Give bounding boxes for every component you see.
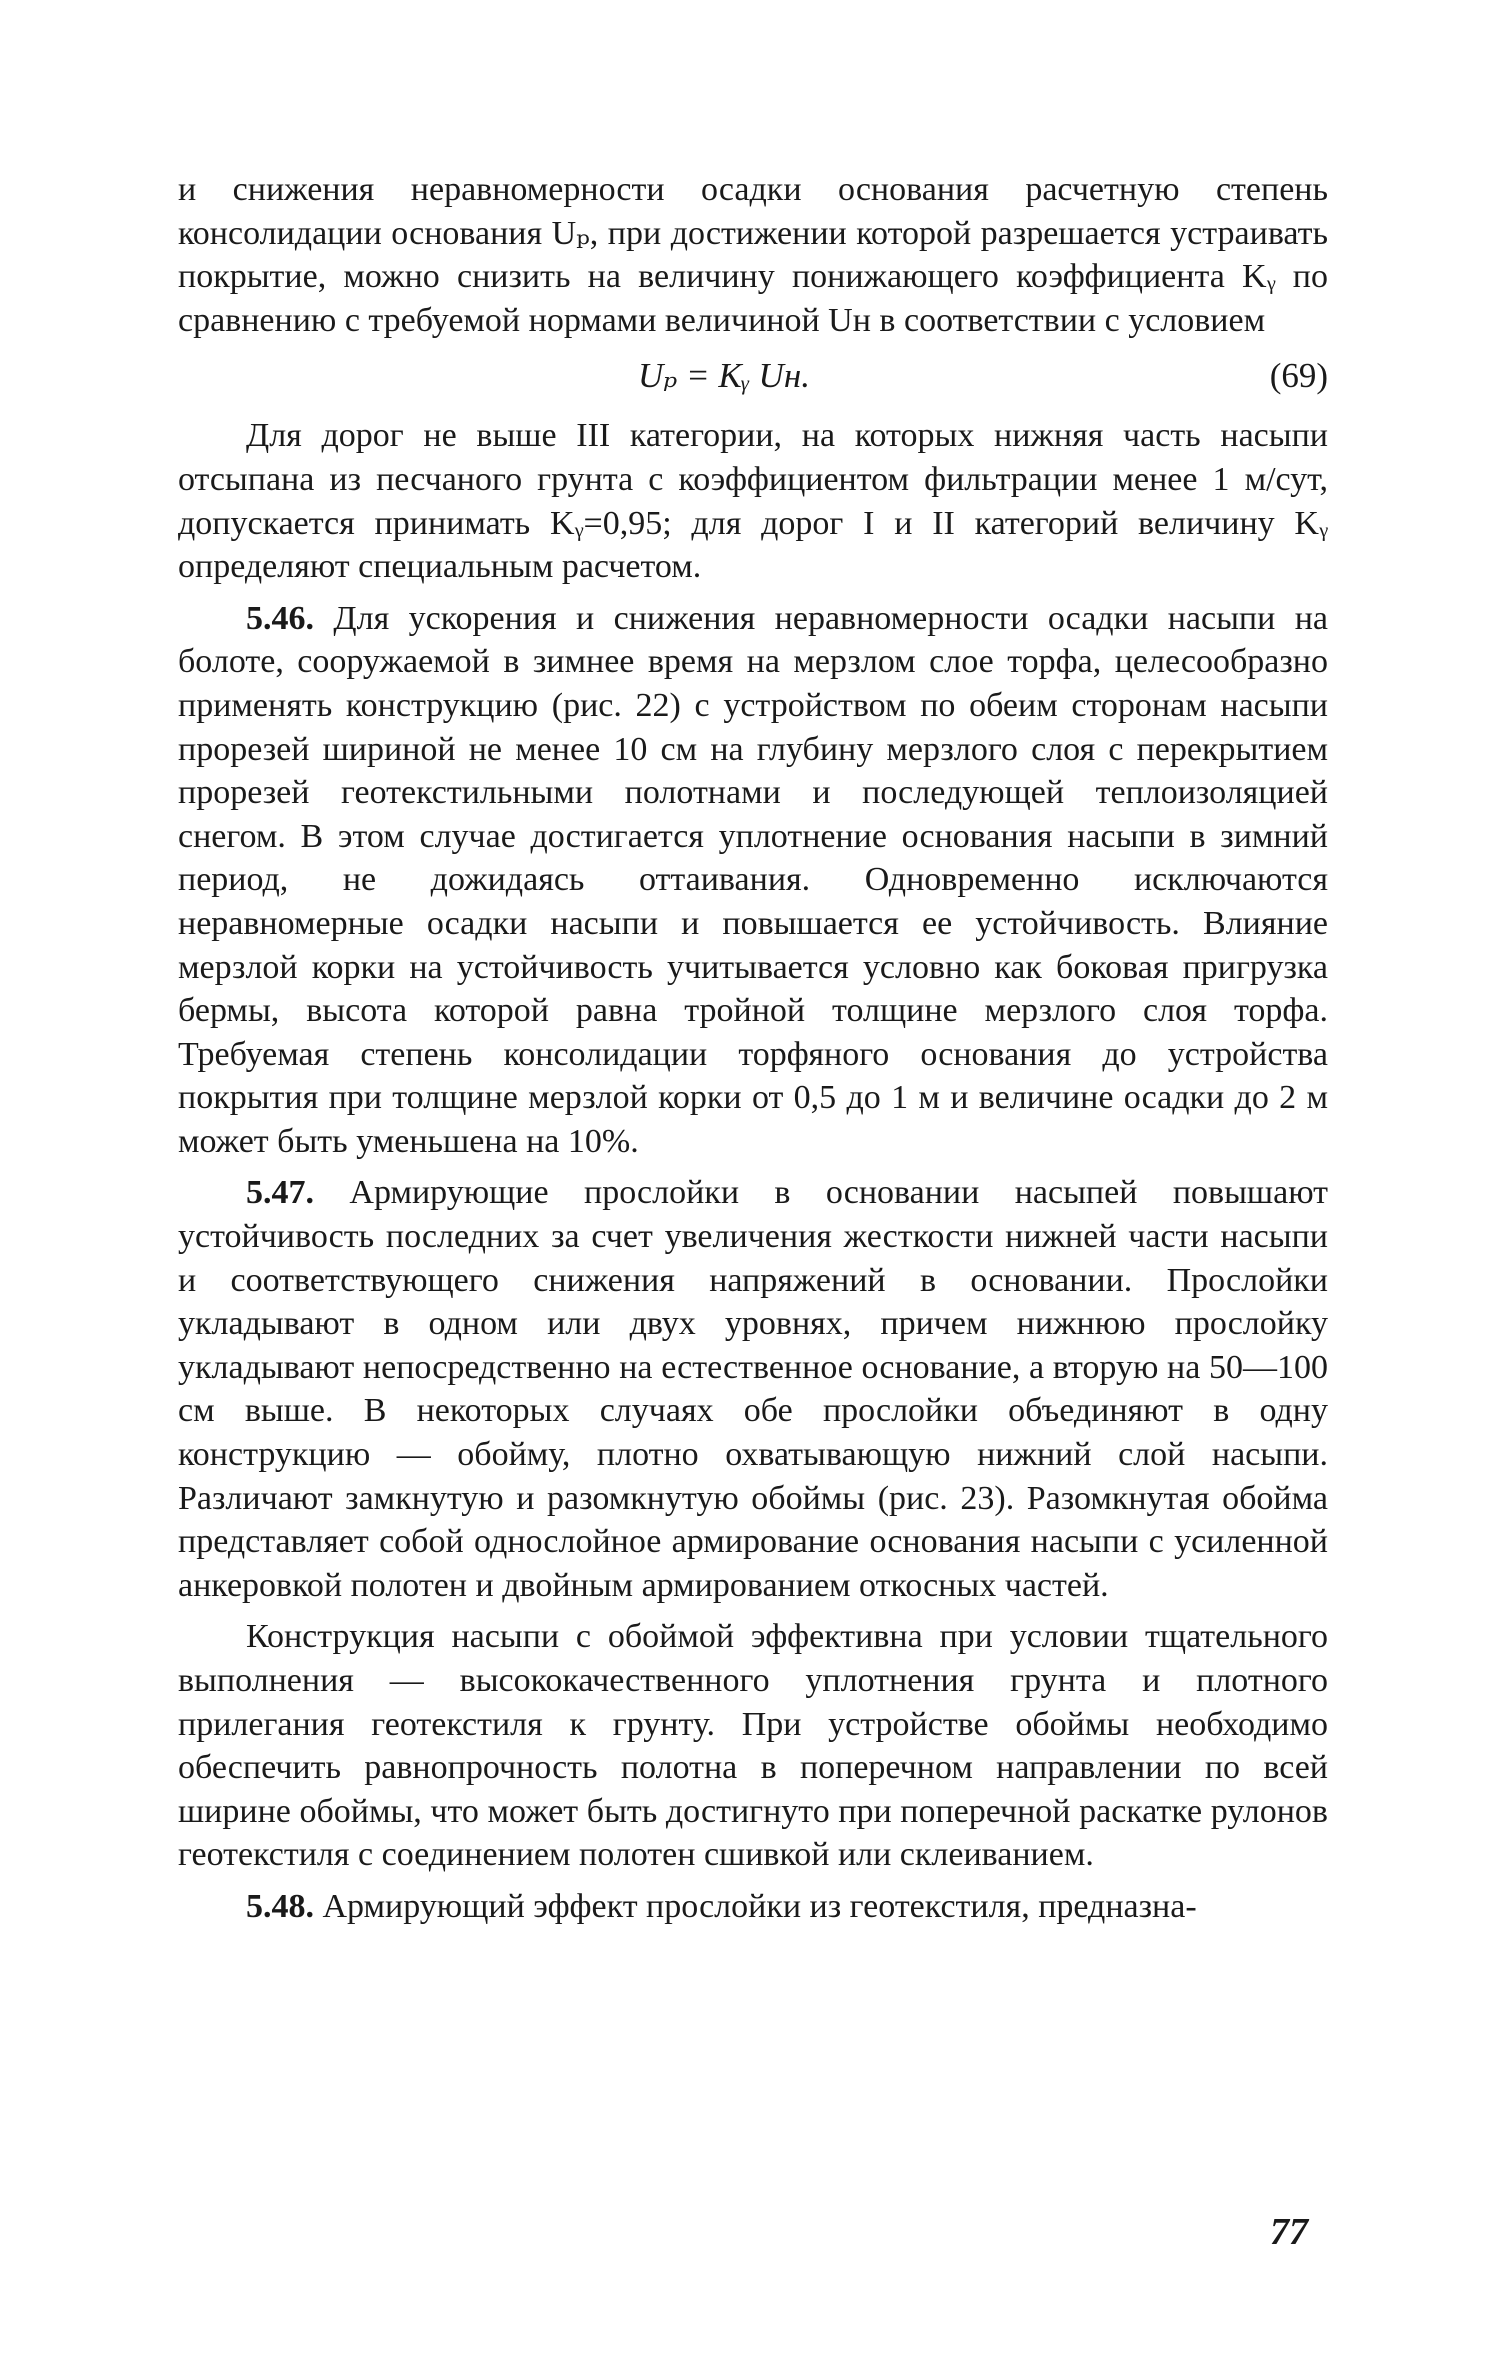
paragraph-enclosure-construction: Конструкция насыпи с обоймой эффективна при условии тщательного выполнения — высококачественного уплотнения грунта и плотного прилегания геотекстиля к грунту. При устройстве обоймы необходимо обеспечить равнопрочность полотна в поперечном направлении по всей ширине обоймы, что может быть достигнуто при поперечной раскатке рулонов геотекстиля с соединением полотен сшивкой или склеиванием.: [178, 1618, 1328, 1874]
section-5-46: [178, 597, 1328, 1164]
page-number: 77: [1270, 2211, 1308, 2253]
formula-number: (69): [1269, 356, 1328, 396]
section-text: Для ускорения и снижения неравномерности осадки насыпи на болоте, сооружаемой в зимнее время на мерзлом слое торфа, целесообразно применять конструкцию (рис. 22) с устройством по обеим сторонам насыпи прорезей шириной не менее 10 см на глубину мерзлого слоя с перекрытием прорезей геотекстильными полотнами и последующей теплоизоляцией снегом. В этом случае достигается уплотнение основания насыпи в зимний период, не дожидаясь оттаивания. Одновременно исключаются неравномерные осадки насыпи и повышается ее устойчивость. Влияние мерзлой корки на устойчивость учитывается условно как боковая пригрузка бермы, высота которой равна тройной толщине мерзлого слоя торфа. Требуемая степень консолидации торфяного основания до устройства покрытия при толщине мерзлой корки от 0,5 до 1 м и величине осадки до 2 м может быть уменьшена на 10%.: [178, 599, 1329, 1160]
section-number: 5.48.: [246, 1887, 314, 1925]
section-number: 5.46.: [246, 599, 314, 637]
section-text: Армирующие прослойки в основании насыпей повышают устойчивость последних за счет увеличения жесткости нижней части насыпи и соответствующего снижения напряжений в основании. Прослойки укладывают в одном или двух уровнях, причем нижнюю прослойку укладывают непосредственно на естественное основание, а вторую на 50—100 см выше. В некоторых случаях обе прослойки объединяют в одну конструкцию — обойму, плотно охватывающую нижний слой насыпи. Различают замкнутую и разомкнутую обоймы (рис. 23). Разомкнутая обойма представляет собой однослойное армирование основания насыпи с усиленной анкеровкой полотен и двойным армированием откосных частей.: [178, 1174, 1329, 1604]
section-number: 5.47.: [246, 1174, 314, 1212]
section-text: Армирующий эффект прослойки из геотекстиля, предназна-: [322, 1887, 1197, 1925]
formula-69: [178, 348, 1328, 406]
paragraph-roads-category: Для дорог не выше III категории, на которых нижняя часть насыпи отсыпана из песчаного грунта с коэффициентом фильтрации менее 1 м/сут, допускается принимать Kᵧ=0,95; для дорог I и II категорий величину Kᵧ определяют специальным расчетом.: [178, 417, 1328, 586]
section-5-47: [178, 1171, 1328, 1607]
section-5-48: [178, 1885, 1328, 1929]
formula-expression: Uₚ = Kᵧ Uн.: [638, 356, 810, 396]
paragraph-continuation: и снижения неравномерности осадки основания расчетную степень консолидации основания Uₚ, при достижении которой разрешается устраивать покрытие, можно снизить на величину понижающего коэффициента Kᵧ по сравнению с требуемой нормами величиной Uн в соответствии с условием: [178, 171, 1328, 339]
body-text: [178, 168, 1328, 1929]
